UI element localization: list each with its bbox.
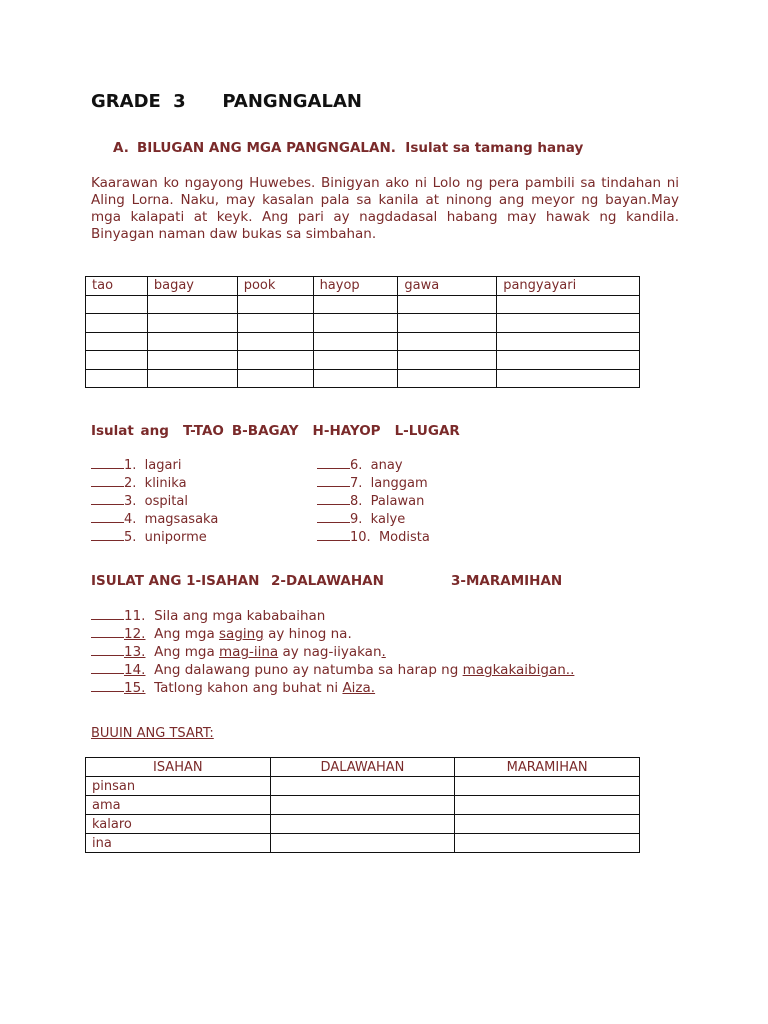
list-item <box>91 643 574 661</box>
answer-blank[interactable] <box>91 474 124 487</box>
code-hayop: H-HAYOP <box>312 423 381 439</box>
item-number: 2. <box>124 476 137 491</box>
answer-cell[interactable] <box>313 295 398 314</box>
item-number: 3. <box>124 494 137 509</box>
heading-dalawahan: 2-DALAWAHAN <box>271 573 384 589</box>
word-cell: pinsan <box>86 777 271 796</box>
answer-cell[interactable] <box>147 332 237 351</box>
column-header-bagay: bagay <box>147 277 237 296</box>
item-number: 14. <box>124 662 146 678</box>
identify-instruction: Isulat ang <box>91 423 169 439</box>
item-word: Palawan <box>370 494 425 509</box>
answer-cell[interactable] <box>497 369 640 388</box>
list-item <box>91 607 574 625</box>
number-exercise-list <box>91 607 574 697</box>
underlined-noun: . <box>381 644 386 660</box>
list-item <box>91 510 218 528</box>
underlined-noun: Aiza. <box>342 680 376 696</box>
answer-cell[interactable] <box>147 295 237 314</box>
item-word: klinika <box>144 476 187 491</box>
list-item <box>91 679 574 697</box>
column-header-hayop: hayop <box>313 277 398 296</box>
sentence-text: Sila ang mga kababaihan <box>154 608 326 624</box>
sentence-text: Tatlong kahon ang buhat ni <box>154 680 343 696</box>
answer-cell[interactable] <box>398 314 497 333</box>
answer-blank[interactable] <box>91 528 124 541</box>
chart-heading: BUUIN ANG TSART: <box>91 726 214 741</box>
answer-cell[interactable] <box>237 295 313 314</box>
list-item <box>91 456 218 474</box>
underlined-noun: saging <box>219 626 264 642</box>
answer-cell[interactable] <box>455 796 640 815</box>
column-header-maramihan: MARAMIHAN <box>455 758 640 777</box>
answer-cell[interactable] <box>237 369 313 388</box>
answer-blank[interactable] <box>91 492 124 505</box>
answer-cell[interactable] <box>237 314 313 333</box>
item-number: 12. <box>124 626 146 642</box>
answer-cell[interactable] <box>497 332 640 351</box>
answer-cell[interactable] <box>497 314 640 333</box>
answer-blank[interactable] <box>91 679 124 692</box>
table-row <box>86 295 640 314</box>
answer-blank[interactable] <box>317 474 350 487</box>
column-header-isahan: ISAHAN <box>86 758 271 777</box>
answer-cell[interactable] <box>497 295 640 314</box>
answer-blank[interactable] <box>317 492 350 505</box>
list-item <box>317 528 430 546</box>
table-header-row <box>86 277 640 296</box>
answer-cell[interactable] <box>398 332 497 351</box>
sentence-text: Ang dalawang puno ay natumba sa harap ng <box>154 662 463 678</box>
answer-blank[interactable] <box>91 456 124 469</box>
answer-cell[interactable] <box>86 314 148 333</box>
item-word: uniporme <box>144 530 207 545</box>
answer-cell[interactable] <box>313 351 398 370</box>
item-word: lagari <box>144 458 182 473</box>
sentence-text: ay hinog na. <box>263 626 352 642</box>
answer-cell[interactable] <box>237 332 313 351</box>
answer-cell[interactable] <box>147 369 237 388</box>
paragraph-line: Kaarawan ko ngayong Huwebes. Binigyan ako ni Lolo ng pera pambili sa tindahan ni <box>91 175 679 191</box>
answer-cell[interactable] <box>237 351 313 370</box>
noun-category-table <box>85 276 640 388</box>
answer-blank[interactable] <box>91 643 124 656</box>
item-number: 11. <box>124 608 146 624</box>
answer-cell[interactable] <box>86 295 148 314</box>
heading-isahan: ISULAT ANG 1-ISAHAN <box>91 573 260 589</box>
answer-cell[interactable] <box>497 351 640 370</box>
paragraph-line: Binyagan naman daw bukas sa simbahan. <box>91 226 377 242</box>
column-header-pook: pook <box>237 277 313 296</box>
table-row <box>86 834 640 853</box>
word-cell: ama <box>86 796 271 815</box>
answer-blank[interactable] <box>91 510 124 523</box>
table-row <box>86 351 640 370</box>
table-row <box>86 369 640 388</box>
answer-cell[interactable] <box>398 369 497 388</box>
answer-cell[interactable] <box>313 314 398 333</box>
sentence-text: Ang mga <box>154 626 220 642</box>
answer-blank[interactable] <box>91 625 124 638</box>
table-row <box>86 314 640 333</box>
code-tao: T-TAO <box>182 423 224 439</box>
item-word: langgam <box>370 476 428 491</box>
answer-cell[interactable] <box>313 332 398 351</box>
answer-cell[interactable] <box>270 815 455 834</box>
item-number: 5. <box>124 530 137 545</box>
item-number: 8. <box>350 494 363 509</box>
section-a-heading <box>113 140 583 156</box>
heading-maramihan: 3-MARAMIHAN <box>451 573 563 589</box>
sentence-text: Ang mga <box>154 644 220 660</box>
story-paragraph <box>91 175 679 243</box>
answer-cell[interactable] <box>86 332 148 351</box>
answer-cell[interactable] <box>147 351 237 370</box>
item-word: magsasaka <box>144 512 219 527</box>
identify-heading <box>91 423 460 439</box>
answer-blank[interactable] <box>317 528 350 541</box>
answer-cell[interactable] <box>86 369 148 388</box>
item-number: 9. <box>350 512 363 527</box>
word-cell: ina <box>86 834 271 853</box>
paragraph-line: mga kalapati at keyk. Ang pari ay nagdadasal habang may hawak ng kandila. <box>91 209 679 225</box>
list-item <box>317 492 430 510</box>
item-word: ospital <box>144 494 188 509</box>
list-item <box>317 510 430 528</box>
code-bagay: B-BAGAY <box>231 423 299 439</box>
identify-list-left <box>91 456 218 546</box>
item-word: kalye <box>370 512 406 527</box>
column-header-dalawahan: DALAWAHAN <box>270 758 455 777</box>
underlined-noun: mag-iina <box>219 644 279 660</box>
answer-cell[interactable] <box>455 777 640 796</box>
list-item <box>91 492 218 510</box>
answer-cell[interactable] <box>270 777 455 796</box>
item-number: 1. <box>124 458 137 473</box>
answer-blank[interactable] <box>91 661 124 674</box>
list-item <box>91 474 218 492</box>
item-word: Modista <box>378 530 430 545</box>
column-header-pangyayari: pangyayari <box>497 277 640 296</box>
plural-chart-table <box>85 757 640 853</box>
list-item <box>317 456 430 474</box>
column-header-tao: tao <box>86 277 148 296</box>
word-cell: kalaro <box>86 815 271 834</box>
sentence-text: ay nag-iiyakan <box>278 644 382 660</box>
table-row <box>86 815 640 834</box>
table-row <box>86 332 640 351</box>
page-title: GRADE 3 PANGNGALAN <box>91 91 362 112</box>
item-number: 13. <box>124 644 146 660</box>
answer-cell[interactable] <box>313 369 398 388</box>
section-a-heading-text: BILUGAN ANG MGA PANGNGALAN. Isulat sa tamang hanay <box>137 140 584 156</box>
section-letter: A. <box>113 140 129 156</box>
answer-cell[interactable] <box>455 815 640 834</box>
item-number: 4. <box>124 512 137 527</box>
list-item <box>91 625 574 643</box>
answer-cell[interactable] <box>86 351 148 370</box>
underlined-noun: magkakaibigan.. <box>462 662 575 678</box>
table-header-row <box>86 758 640 777</box>
item-word: anay <box>370 458 403 473</box>
answer-blank[interactable] <box>317 456 350 469</box>
answer-cell[interactable] <box>455 834 640 853</box>
table-row <box>86 777 640 796</box>
answer-blank[interactable] <box>317 510 350 523</box>
code-lugar: L-LUGAR <box>394 423 460 439</box>
paragraph-line: Aling Lorna. Naku, may kasalan pala sa kanila at ninong ang meyor ng bayan.May <box>91 192 679 208</box>
list-item <box>91 661 574 679</box>
answer-cell[interactable] <box>398 295 497 314</box>
list-item <box>317 474 430 492</box>
item-number: 6. <box>350 458 363 473</box>
answer-cell[interactable] <box>398 351 497 370</box>
item-number: 7. <box>350 476 363 491</box>
list-item <box>91 528 218 546</box>
answer-cell[interactable] <box>270 796 455 815</box>
answer-cell[interactable] <box>147 314 237 333</box>
column-header-gawa: gawa <box>398 277 497 296</box>
item-number: 10. <box>350 530 371 545</box>
item-number: 15. <box>124 680 146 696</box>
answer-cell[interactable] <box>270 834 455 853</box>
answer-blank[interactable] <box>91 607 124 620</box>
table-row <box>86 796 640 815</box>
identify-list-right <box>317 456 430 546</box>
